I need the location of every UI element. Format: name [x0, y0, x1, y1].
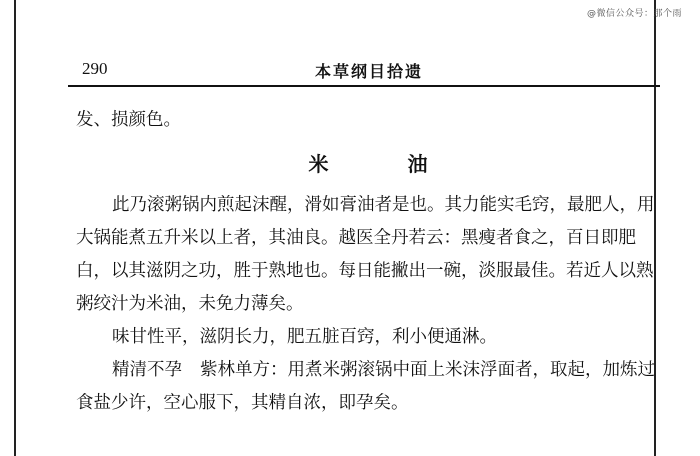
- paragraph-description: 此乃滚粥锅内煎起沫醒，滑如膏油者是也。其力能实毛窍，最肥人，用大锅能煮五升米以上者，其油良。越医全丹若云：黑瘦者食之，百日即肥白，以其滋阴之功，胜于熟地也。每日能撇出一碗，淡服最佳。若近人以熟粥绞汁为米油，未免力薄矣。: [76, 195, 655, 314]
- remedy-text: ：用煮米粥滚锅中面上米沫浮面者，取起，加炼过食盐少许，空心服下，其精自浓，即孕矣。: [76, 360, 655, 413]
- section-title: 米 油: [308, 152, 464, 176]
- carryover-text: 发、损颜色。: [76, 110, 181, 130]
- header-rule: [68, 85, 660, 87]
- remedy-label: 精清不孕: [112, 360, 182, 380]
- watermark: @微信公众号：那个雨: [586, 9, 682, 19]
- running-head: [68, 59, 658, 81]
- page-body: [76, 104, 656, 420]
- book-title: 本草纲目拾遗: [315, 62, 424, 81]
- paragraph-remedy: [76, 354, 656, 420]
- remedy-source: 紫林单方: [200, 360, 270, 380]
- page-number: 290: [82, 59, 108, 78]
- page-edge-left: [14, 0, 16, 456]
- paragraph-properties: 味甘性平，滋阴长力，肥五脏百窍，利小便通淋。: [112, 327, 497, 347]
